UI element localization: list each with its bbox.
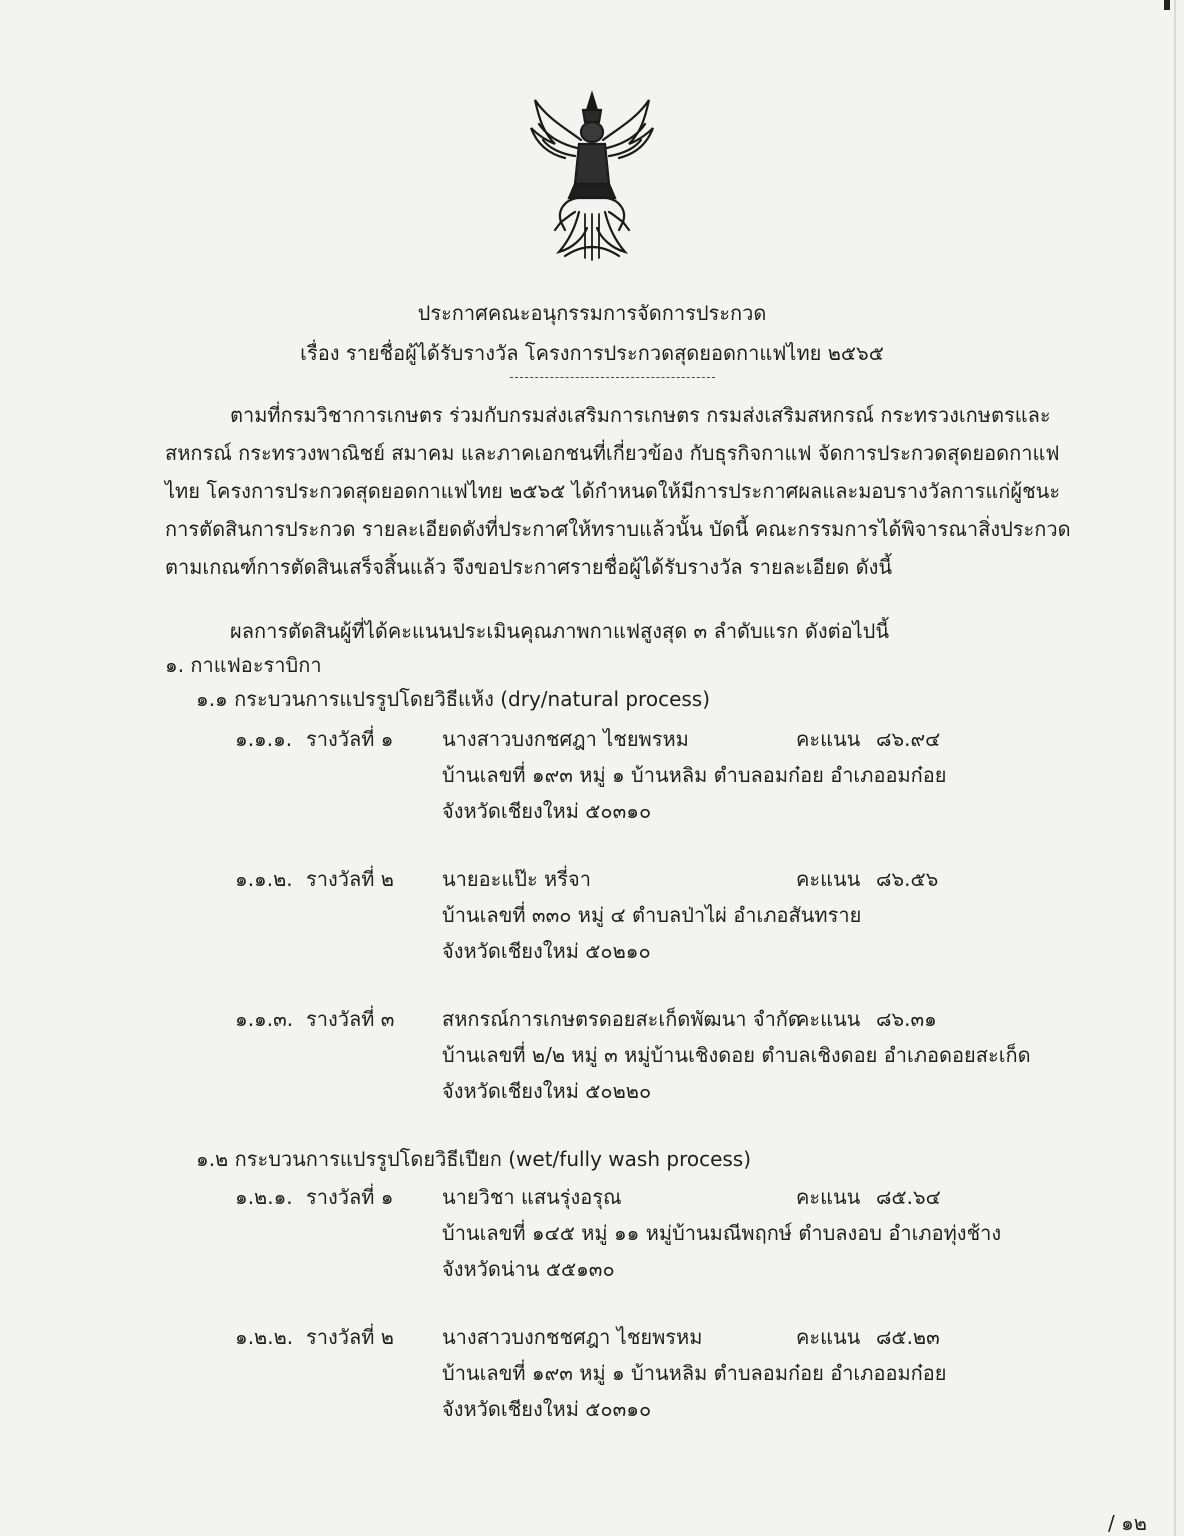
- scan-corner-mark: [1164, 0, 1170, 10]
- score-value: ๘๖.๕๖: [876, 867, 939, 891]
- intro-line-1: ตามที่กรมวิชาการเกษตร ร่วมกับกรมส่งเสริมการเกษตร กรมส่งเสริมสหกรณ์ กระทรวงเกษตรและ: [230, 403, 1051, 427]
- awardee-name: นายวิชา แสนรุ่งอรุณ: [442, 1185, 622, 1209]
- results-intro: ผลการตัดสินผู้ที่ได้คะแนนประเมินคุณภาพกาแฟสูงสุด ๓ ลำดับแรก ดังต่อไปนี้: [230, 619, 890, 643]
- section-heading: ๑.๑ กระบวนการแปรรูปโดยวิธีแห้ง (dry/natural process): [196, 687, 711, 711]
- scan-edge: [1174, 0, 1176, 1536]
- award-rank: รางวัลที่ ๓: [306, 1007, 395, 1031]
- awardee-address: บ้านเลขที่ ๑๙๓ หมู่ ๑ บ้านหลิม ตำบลอมก๋อย อำเภออมก๋อย: [442, 763, 947, 787]
- awardee-address: บ้านเลขที่ ๑๙๓ หมู่ ๑ บ้านหลิม ตำบลอมก๋อย อำเภออมก๋อย: [442, 1361, 947, 1385]
- award-number: ๑.๑.๒.: [235, 867, 293, 891]
- section-heading: ๑.๒ กระบวนการแปรรูปโดยวิธีเปียก (wet/fully wash process): [196, 1147, 752, 1171]
- awardee-name: นายอะแป๊ะ หรี่จา: [442, 867, 591, 891]
- intro-line-5: ตามเกณฑ์การตัดสินเสร็จสิ้นแล้ว จึงขอประกาศรายชื่อผู้ได้รับรางวัล รายละเอียด ดังนี้: [165, 555, 893, 579]
- score-label: คะแนน: [796, 1007, 861, 1031]
- intro-line-3: ไทย โครงการประกวดสุดยอดกาแฟไทย ๒๕๖๕ ได้กำหนดให้มีการประกาศผลและมอบรางวัลการแก่ผู้ชนะ: [165, 479, 1061, 503]
- award-rank: รางวัลที่ ๑: [306, 1185, 394, 1209]
- awardee-name: นางสาวบงกชศฎา ไชยพรหม: [442, 727, 689, 751]
- score-label: คะแนน: [796, 727, 861, 751]
- score-value: ๘๕.๒๓: [876, 1325, 940, 1349]
- awardee-province: จังหวัดเชียงใหม่ ๕๐๒๒๐: [442, 1079, 652, 1103]
- awardee-address: บ้านเลขที่ ๒/๒ หมู่ ๓ หมู่บ้านเชิงดอย ตำบลเชิงดอย อำเภอดอยสะเก็ด: [442, 1043, 1031, 1067]
- award-number: ๑.๑.๑.: [235, 727, 293, 751]
- score-value: ๘๖.๙๔: [876, 727, 941, 751]
- award-number: ๑.๒.๒.: [235, 1325, 294, 1349]
- score-value: ๘๖.๓๑: [876, 1007, 937, 1031]
- awardee-address: บ้านเลขที่ ๓๓๐ หมู่ ๔ ตำบลป่าไผ่ อำเภอสันทราย: [442, 903, 862, 927]
- score-label: คะแนน: [796, 1185, 861, 1209]
- category-heading: ๑. กาแฟอะราบิกา: [165, 653, 322, 677]
- title-divider: [510, 377, 715, 378]
- award-rank: รางวัลที่ ๒: [306, 1325, 394, 1349]
- score-label: คะแนน: [796, 867, 861, 891]
- garuda-emblem-icon: [525, 88, 660, 263]
- awardee-name: สหกรณ์การเกษตรดอยสะเก็ดพัฒนา จำกัด: [442, 1007, 801, 1031]
- award-number: ๑.๑.๓.: [235, 1007, 294, 1031]
- intro-line-4: การตัดสินการประกวด รายละเอียดดังที่ประกาศให้ทราบแล้วนั้น บัดนี้ คณะกรรมการได้พิจารณาสิ่งประกวด: [165, 517, 1071, 541]
- awardee-province: จังหวัดน่าน ๕๕๑๓๐: [442, 1257, 615, 1281]
- document-title: ประกาศคณะอนุกรรมการจัดการประกวด: [417, 301, 767, 325]
- awardee-name: นางสาวบงกชชศฎา ไชยพรหม: [442, 1325, 703, 1349]
- score-value: ๘๕.๖๔: [876, 1185, 941, 1209]
- score-label: คะแนน: [796, 1325, 861, 1349]
- award-number: ๑.๒.๑.: [235, 1185, 293, 1209]
- award-rank: รางวัลที่ ๒: [306, 867, 394, 891]
- awardee-address: บ้านเลขที่ ๑๔๕ หมู่ ๑๑ หมู่บ้านมณีพฤกษ์ ตำบลงอบ อำเภอทุ่งช้าง: [442, 1221, 1002, 1245]
- awardee-province: จังหวัดเชียงใหม่ ๕๐๓๑๐: [442, 799, 652, 823]
- page-marker: / ๑๒: [1108, 1511, 1147, 1535]
- awardee-province: จังหวัดเชียงใหม่ ๕๐๓๑๐: [442, 1397, 652, 1421]
- intro-line-2: สหกรณ์ กระทรวงพาณิชย์ สมาคม และภาคเอกชนที่เกี่ยวข้อง กับธุรกิจกาแฟ จัดการประกวดสุดยอดกาแฟ: [165, 441, 1060, 465]
- award-rank: รางวัลที่ ๑: [306, 727, 394, 751]
- document-subject: เรื่อง รายชื่อผู้ได้รับรางวัล โครงการประกวดสุดยอดกาแฟไทย ๒๕๖๕: [300, 341, 884, 365]
- awardee-province: จังหวัดเชียงใหม่ ๕๐๒๑๐: [442, 939, 651, 963]
